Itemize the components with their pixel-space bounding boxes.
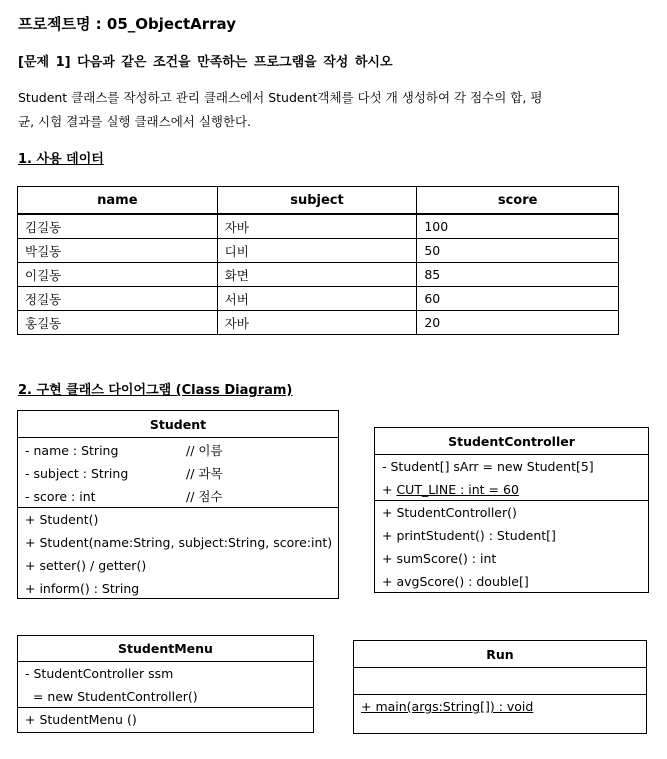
description	[18, 86, 618, 134]
student-class-box	[17, 410, 339, 599]
student-menu-class-name: StudentMenu	[18, 636, 313, 662]
cell-subject: 서버	[217, 287, 417, 311]
method-inform: + inform() : String	[25, 581, 140, 596]
method-main: + main(args:String[]) : void	[361, 699, 534, 714]
column-header-score: score	[417, 187, 619, 215]
description-line-1: Student 클래스를 작성하고 관리 클래스에서 Student객체를 다섯 개 생성하여 각 점수의 합, 평	[18, 90, 543, 105]
student-menu-fields	[18, 662, 313, 708]
run-fields	[354, 668, 646, 695]
cell-name: 이길동	[18, 263, 218, 287]
field-sarr: - Student[] sArr = new Student[5]	[382, 459, 594, 474]
problem-statement: [문제 1] 다음과 같은 조건을 만족하는 프로그램을 작성 하시오	[18, 55, 393, 70]
table-header-row	[18, 187, 619, 215]
student-controller-methods	[375, 501, 648, 593]
cell-subject: 화면	[217, 263, 417, 287]
student-class-name: Student	[18, 411, 338, 438]
project-title: 프로젝트명 : 05_ObjectArray	[18, 15, 236, 33]
cell-name: 홍길동	[18, 311, 218, 335]
run-class-name: Run	[354, 641, 646, 668]
method-constructor: + StudentMenu ()	[25, 712, 137, 727]
method-constructor-args: + Student(name:String, subject:String, score:int)	[25, 535, 333, 550]
method-sum-score: + sumScore() : int	[382, 551, 497, 566]
run-methods	[354, 695, 646, 718]
column-header-subject: subject	[217, 187, 417, 215]
student-fields	[18, 438, 338, 508]
column-header-name: name	[18, 187, 218, 215]
table-row	[18, 311, 619, 335]
section-diagram-heading: 2. 구현 클래스 다이어그램 (Class Diagram)	[18, 383, 293, 398]
method-avg-score: + avgScore() : double[]	[382, 574, 529, 589]
student-controller-fields	[375, 455, 648, 501]
cell-subject: 자바	[217, 214, 417, 239]
table-row	[18, 239, 619, 263]
cell-subject: 디비	[217, 239, 417, 263]
cell-score: 100	[417, 214, 619, 239]
cell-name: 김길동	[18, 214, 218, 239]
cell-name: 정길동	[18, 287, 218, 311]
table-row	[18, 263, 619, 287]
method-setter-getter: + setter() / getter()	[25, 558, 147, 573]
cell-score: 85	[417, 263, 619, 287]
cell-name: 박길동	[18, 239, 218, 263]
cell-subject: 자바	[217, 311, 417, 335]
student-methods	[18, 508, 338, 600]
method-constructor: + StudentController()	[382, 505, 517, 520]
table-row	[18, 287, 619, 311]
table-row	[18, 214, 619, 239]
field-name: - name : String // 이름	[25, 443, 223, 458]
cell-score: 20	[417, 311, 619, 335]
run-class-box	[353, 640, 647, 734]
student-menu-methods	[18, 708, 313, 731]
method-print-student: + printStudent() : Student[]	[382, 528, 556, 543]
field-subject: - subject : String // 과목	[25, 466, 223, 481]
student-controller-class-name: StudentController	[375, 428, 648, 455]
field-ssm: - StudentController ssm	[25, 666, 174, 681]
description-line-2: 균, 시험 결과를 실행 클래스에서 실행한다.	[18, 114, 252, 129]
field-score: - score : int // 점수	[25, 489, 223, 504]
student-menu-class-box	[17, 635, 314, 733]
field-ssm-init: = new StudentController()	[25, 689, 198, 704]
cell-score: 50	[417, 239, 619, 263]
student-controller-class-box	[374, 427, 649, 593]
section-data-heading: 1. 사용 데이터	[18, 152, 104, 167]
cell-score: 60	[417, 287, 619, 311]
field-cut-line: + CUT_LINE : int = 60	[382, 482, 519, 497]
method-constructor: + Student()	[25, 512, 99, 527]
data-table	[17, 186, 619, 335]
